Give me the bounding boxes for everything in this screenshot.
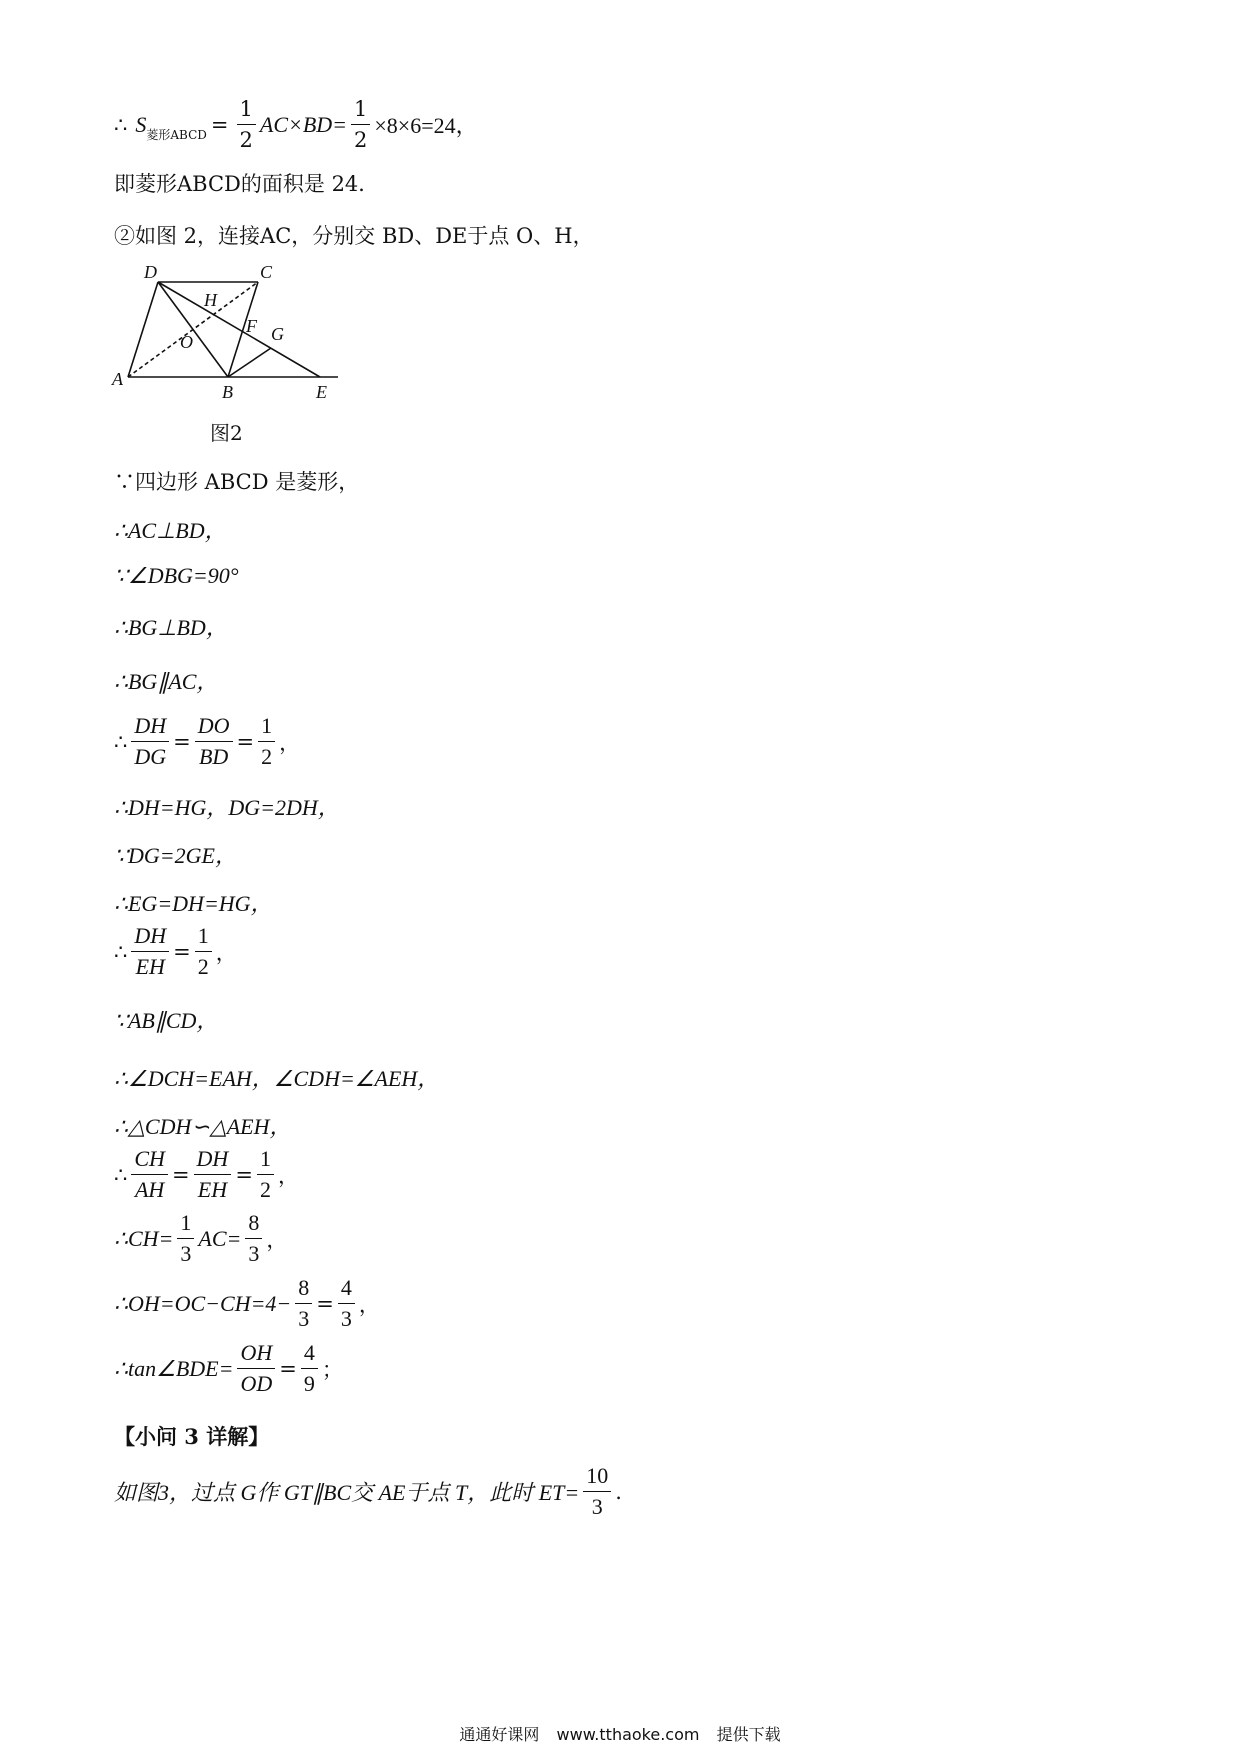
step-eg-dh-hg: ∴EG=DH=HG， (114, 891, 273, 916)
area-result: ×8×6=24， (374, 113, 478, 138)
area-formula-line (114, 94, 478, 155)
fraction-ten-thirds: $\frac{10}{3}$ (583, 1461, 611, 1522)
step-angles-equal: ∴∠DCH=EAH，∠CDH=∠AEH， (114, 1066, 440, 1091)
step-oh-value: ∴OH=OC−CH=4− $\frac{8}{3}$ = $\frac{4}{3}$ ， (114, 1275, 380, 1331)
label-e: E (316, 382, 327, 402)
segment-de (158, 282, 320, 377)
step-ratio-dh-eh: ∴ $\frac{DH}{EH}$ = $\frac{1}{2}$ ， (114, 923, 237, 979)
figure-2-diagram (108, 262, 348, 412)
footer-url[interactable]: www.tthaoke.com (556, 1725, 700, 1744)
step-tan-value: ∴tan∠BDE= $\frac{OH}{OD}$ = $\frac{4}{9}$ ； (114, 1340, 343, 1396)
area-symbol: S (135, 111, 147, 137)
label-o: O (180, 332, 193, 352)
label-d: D (144, 262, 157, 282)
area-conclusion: 即菱形ABCD的面积是 24． (114, 172, 380, 196)
fraction-half-2: $\frac{1}{2}$ (351, 94, 370, 155)
step-bg-parallel-ac: ∴BG∥AC， (114, 669, 219, 694)
step-ch-value: ∴CH= $\frac{1}{3}$ AC= $\frac{8}{3}$ ， (114, 1210, 288, 1266)
step-ac-perp-bd: ∴AC⊥BD， (114, 518, 227, 543)
footer-site-name: 通通好课网 (459, 1725, 540, 1744)
step-bg-perp-bd: ∴BG⊥BD， (114, 615, 228, 640)
therefore-symbol: ∴ (114, 112, 128, 137)
step-angle-dbg: ∵∠DBG=90° (114, 563, 239, 588)
part3-conclusion: 如图3，过点 G作 GT∥BC交 AE于点 T，此时 ET= $\frac{10}{3}$ . (114, 1461, 622, 1522)
ac-times-bd: AC×BD= (259, 111, 348, 137)
figure-2-caption: 图2 (210, 421, 243, 445)
step-dg-2ge: ∵DG=2GE， (114, 843, 237, 868)
label-a: A (112, 369, 123, 389)
fraction-half-1: $\frac{1}{2}$ (237, 94, 256, 155)
step-ab-parallel-cd: ∵AB∥CD， (114, 1008, 219, 1033)
side-ad (128, 282, 158, 377)
section-heading-part3: 【小问 3 详解】 (114, 1424, 270, 1449)
segment-bg (228, 348, 271, 377)
label-c: C (260, 262, 273, 282)
step-rhombus: ∵四边形 ABCD 是菱形， (114, 470, 360, 494)
area-subscript: 菱形ABCD (146, 128, 207, 142)
label-h: H (204, 290, 217, 310)
equals-sign: = (210, 112, 229, 137)
step-dh-hg: ∴DH=HG，DG=2DH， (114, 795, 340, 820)
label-b: B (222, 382, 233, 402)
step-ratio-dh-dg: ∴ $\frac{DH}{DG}$ = $\frac{DO}{BD}$ = $\frac{1}{2}$ ， (114, 713, 301, 769)
part2-intro: ②如图 2，连接AC，分别交 BD、DE于点 O、H， (114, 224, 594, 248)
page-footer (0, 1722, 1240, 1745)
step-ratio-ch-ah: ∴ $\frac{CH}{AH}$ = $\frac{DH}{EH}$ = $\frac{1}{2}$ ， (114, 1146, 299, 1202)
label-g: G (271, 324, 284, 344)
step-similar-triangles: ∴△CDH∽△AEH， (114, 1114, 292, 1139)
footer-suffix: 提供下载 (716, 1725, 781, 1744)
label-f: F (246, 316, 257, 336)
